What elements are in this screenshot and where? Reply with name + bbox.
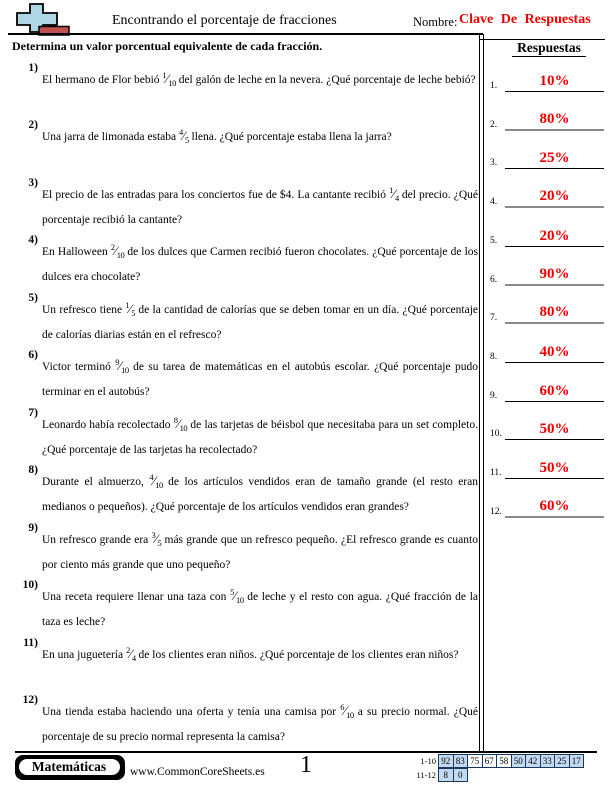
answer-number: 6. [490, 275, 498, 285]
page-title: Encontrando el porcentaje de fracciones [112, 13, 337, 28]
answer-blank [505, 71, 604, 92]
answer-row [486, 71, 608, 92]
score-row-label: 11-12 [416, 770, 436, 780]
question-text-post: de los clientes eran niños. ¿Qué porcentaje de los clientes eran niños? [135, 649, 459, 661]
answer-number: 11. [490, 468, 502, 478]
answer-blank [505, 419, 604, 440]
fraction: $^1⁄_5$ [125, 300, 136, 318]
question-text [42, 639, 478, 669]
question-item [20, 236, 478, 288]
answer-number: 4. [490, 197, 498, 207]
answers-title: Respuestas [486, 39, 612, 57]
score-row-label: 1-10 [420, 756, 436, 766]
score-cell: 92 [438, 754, 454, 768]
question-number: 7) [28, 407, 38, 419]
question-number: 9) [28, 522, 38, 534]
question-number: 4) [28, 234, 38, 246]
question-text-pre: El hermano de Flor bebió [42, 74, 163, 86]
question-text-pre: Un refresco tiene [42, 304, 126, 316]
answer-row [486, 342, 608, 363]
question-text-pre: Un refresco grande era [42, 534, 152, 546]
answer-number: 10. [490, 429, 502, 439]
question-text [42, 294, 478, 346]
question-text-post: de los artículos vendidos eran de tamaño grande (el resto eran medianos o pequeños). ¿Qué porcentaje de los artículos vendidos eran grandes? [42, 476, 478, 513]
question-text-pre: En Halloween [42, 246, 111, 258]
answer-key-label: Clave De Respuestas [459, 12, 591, 27]
answer-blank [505, 458, 604, 479]
answer-row [486, 303, 608, 324]
score-cell: 83 [453, 754, 469, 768]
answer-value: 40% [539, 344, 570, 360]
score-cell: 25 [554, 754, 570, 768]
score-cell: 8 [438, 768, 454, 782]
question-number: 11) [23, 637, 38, 649]
question-text-post: a su precio normal. ¿Qué porcentaje de su precio normal representa la camisa? [42, 706, 478, 743]
answer-value: 80% [539, 111, 570, 127]
fraction: $^1⁄_4$ [389, 185, 399, 203]
score-cell: 50 [511, 754, 527, 768]
score-row [400, 768, 584, 782]
question-text-pre: Victor terminó [42, 361, 116, 373]
question-text [42, 236, 478, 288]
answer-blank [505, 497, 604, 518]
question-text-post: llena. ¿Qué porcentaje estaba llena la jarra? [188, 131, 392, 143]
column-divider [479, 34, 484, 751]
score-cell: 75 [467, 754, 483, 768]
question-text-pre: Una jarra de limonada estaba [42, 131, 179, 143]
answer-value: 60% [539, 383, 570, 399]
answer-row [486, 458, 608, 479]
name-label: Nombre: [413, 15, 458, 29]
question-text-pre: En una juguetería [42, 649, 126, 661]
question-text-post: de los dulces que Carmen recibió fueron chocolates. ¿Qué porcentaje de los dulces era chocolate? [42, 246, 478, 283]
question-text-post: de las tarjetas de béisbol que necesitaba para un set completo. ¿Qué porcentaje de las tarjetas ha recolectado? [42, 419, 478, 456]
answer-row [486, 226, 608, 247]
question-item [20, 696, 478, 748]
answer-value: 60% [539, 498, 570, 514]
instruction-text: Determina un valor porcentual equivalente de cada fracción. [12, 39, 323, 53]
score-cell: 17 [569, 754, 585, 768]
website-url: www.CommonCoreSheets.es [130, 766, 265, 778]
question-text-post: del precio. ¿Qué porcentaje recibió la cantante? [42, 189, 478, 226]
score-cell: 42 [525, 754, 541, 768]
question-text-pre: Durante el almuerzo, [42, 476, 150, 488]
matematicas-badge [15, 755, 125, 780]
question-text [42, 409, 478, 461]
answer-value: 20% [539, 188, 570, 204]
question-text [42, 121, 478, 151]
answer-row [486, 497, 608, 518]
score-cell: 58 [496, 754, 512, 768]
answer-row [486, 419, 608, 440]
answer-row [486, 381, 608, 402]
score-table [400, 754, 584, 782]
fraction: $^1⁄_{10}$ [162, 70, 176, 88]
answer-blank [505, 148, 604, 169]
question-number: 5) [28, 292, 38, 304]
question-text [42, 466, 478, 518]
question-text-pre: Una tienda estaba haciendo una oferta y tenía una camisa por [42, 706, 341, 718]
question-number: 10) [22, 579, 38, 591]
answer-row [486, 148, 608, 169]
answer-value: 90% [539, 266, 570, 282]
question-item [20, 466, 478, 518]
answer-number: 1. [490, 81, 498, 91]
question-text [42, 696, 478, 748]
question-number: 1) [28, 62, 38, 74]
question-text-pre: Una receta requiere llenar una taza con [42, 591, 231, 603]
answer-number: 8. [490, 352, 498, 362]
score-cell: 33 [540, 754, 556, 768]
question-item [20, 409, 478, 461]
fraction: $^6⁄_{10}$ [340, 702, 354, 720]
answer-row [486, 265, 608, 286]
question-text-post: del galón de leche en la nevera. ¿Qué porcentaje de leche bebió? [175, 74, 476, 86]
question-text [42, 581, 478, 633]
answer-value: 50% [539, 460, 570, 476]
score-row [400, 754, 584, 768]
answer-blank [505, 226, 604, 247]
answer-value: 50% [539, 421, 570, 437]
question-text [42, 351, 478, 403]
question-number: 2) [28, 119, 38, 131]
fraction: $^8⁄_{10}$ [173, 415, 188, 433]
answer-value: 20% [539, 228, 570, 244]
answer-value: 25% [539, 150, 570, 166]
question-text-post: más grande que un refresco pequeño. ¿El refresco grande es cuanto por ciento más grande que uno pequeño? [42, 534, 478, 571]
brand-label: Matemáticas [17, 757, 122, 777]
question-text-post: de leche y el resto con agua. ¿Qué fracción de la taza es leche? [42, 591, 478, 628]
answer-blank [505, 187, 604, 208]
question-item [20, 639, 478, 669]
score-cell: 67 [482, 754, 498, 768]
header-divider [8, 33, 483, 35]
question-item [20, 294, 478, 346]
fraction: $^3⁄_5$ [151, 530, 162, 548]
question-item [20, 581, 478, 633]
fraction: $^4⁄_5$ [178, 127, 189, 145]
fraction: $^5⁄_{10}$ [230, 587, 244, 605]
answer-number: 5. [490, 236, 498, 246]
answer-value: 80% [539, 304, 570, 320]
page-number: 1 [300, 752, 312, 778]
answer-blank [505, 303, 604, 324]
question-item [20, 121, 478, 151]
question-item [20, 179, 478, 231]
answer-number: 2. [490, 120, 498, 130]
answer-number: 3. [490, 158, 498, 168]
question-text-post: de su tarea de matemáticas en el autobús escolar. ¿Qué porcentaje pudo terminar en el autobús? [42, 361, 478, 398]
question-number: 12) [22, 694, 38, 706]
question-text-post: de la cantidad de calorías que se deben tomar en un día. ¿Qué porcentaje de calorías diarias están en el refresco? [42, 304, 478, 341]
score-cell: 0 [453, 768, 469, 782]
answer-number: 12. [490, 507, 502, 517]
answer-row [486, 110, 608, 131]
question-number: 6) [28, 349, 38, 361]
question-text-pre: Leonardo había recolectado [42, 419, 174, 431]
fraction: $^9⁄_{10}$ [115, 357, 129, 375]
question-text-pre: El precio de las entradas para los conciertos fue de $4. La cantante recibió [42, 189, 390, 201]
fraction: $^4⁄_{10}$ [149, 472, 163, 490]
question-number: 8) [28, 464, 38, 476]
answer-value: 10% [539, 73, 570, 89]
question-number: 3) [28, 177, 38, 189]
fraction: $^2⁄_{10}$ [110, 242, 125, 260]
answer-blank [505, 110, 604, 131]
question-text [42, 179, 478, 231]
answer-number: 7. [490, 313, 498, 323]
question-item [20, 64, 478, 94]
answer-blank [505, 265, 604, 286]
fraction: $^2⁄_4$ [125, 645, 136, 663]
question-text [42, 524, 478, 576]
question-text [42, 64, 478, 94]
answer-blank [505, 381, 604, 402]
question-item [20, 524, 478, 576]
answer-number: 9. [490, 391, 498, 401]
answer-blank [505, 342, 604, 363]
answer-row [486, 187, 608, 208]
question-item [20, 351, 478, 403]
